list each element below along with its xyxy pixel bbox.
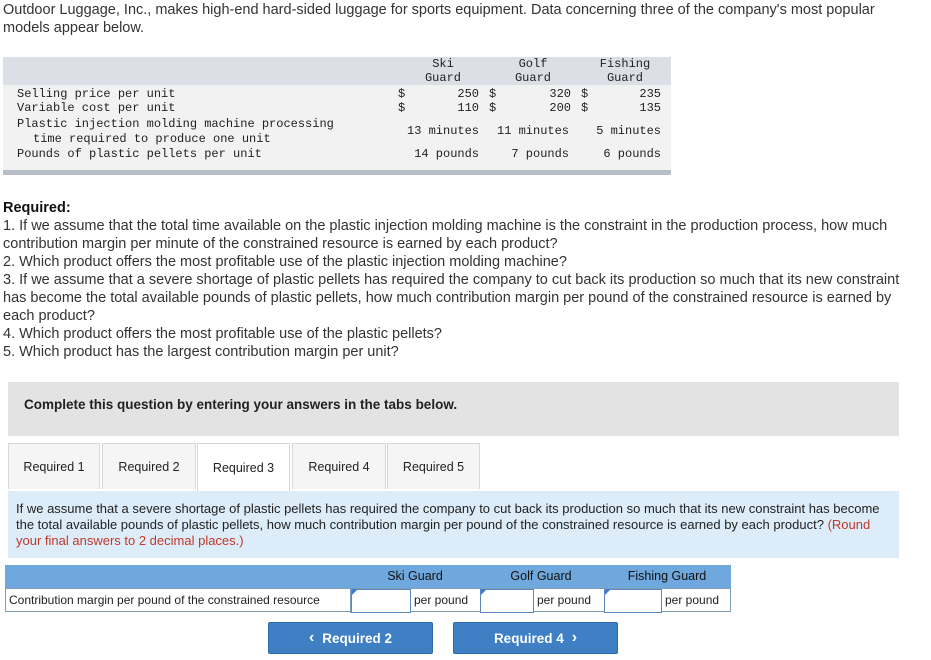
question-box [8,491,899,558]
row-label-variable-cost: Variable cost per unit [17,101,176,115]
chevron-right-icon: › [571,629,578,646]
value-cell: 11 minutes [497,124,570,138]
intro-text: Outdoor Luggage, Inc., makes high-end hard-sided luggage for sports equipment. Data concerning three of the company's most popular models appear below. [3,2,875,36]
question-text: If we assume that a severe shortage of plastic pellets has required the company to cut back its production so much that its new constraint has become the total available pounds of plastic pellets, how much contribution margin per pound of the constrained resource is earned by each product? [16,501,880,532]
data-table-header-band [3,57,671,85]
tab-required-4[interactable]: Required 4 [292,443,386,489]
header-line: Guard [514,71,551,85]
currency-sign: $ [581,101,589,115]
tab-required-1[interactable]: Required 1 [8,443,100,489]
row-label-machine-time: Plastic injection molding machine processing [17,117,334,131]
row-label-selling-price: Selling price per unit [17,87,176,101]
currency-sign: $ [398,87,406,101]
answer-header-ski-guard: Ski Guard [387,569,443,583]
unit-label: per pound [414,593,469,607]
value-cell: 110 [457,101,479,115]
prev-button-label: Required 2 [322,630,393,646]
golf-guard-input[interactable] [480,589,534,613]
value-cell: 200 [549,101,571,115]
tab-required-2[interactable]: Required 2 [102,443,196,489]
unit-label: per pound [665,593,720,607]
value-cell: 13 minutes [407,124,480,138]
required-item: 4. Which product offers the most profitable use of the plastic pellets? [3,326,442,342]
next-button-label: Required 4 [493,630,564,646]
next-button[interactable] [453,622,618,654]
value-cell: 6 pounds [603,147,661,161]
value-cell: 135 [639,101,661,115]
data-table-footer-band [3,170,671,175]
answer-header-fishing-guard: Fishing Guard [627,569,707,583]
header-line: Fishing [599,57,651,71]
header-fishing-guard [597,57,653,85]
input-indicator-icon [605,589,611,595]
required-item: 2. Which product offers the most profitable use of the plastic injection molding machine? [3,254,567,270]
required-item: 3. If we assume that a severe shortage of plastic pellets has required the company to cut back its production so much that its new constraint has become the total available pounds of plastic pellets, how much contribution margin per pound of the constrained resource is earned by each product? [3,272,900,324]
currency-sign: $ [489,87,497,101]
tab-required-3[interactable]: Required 3 [197,443,290,491]
value-cell: 5 minutes [596,124,661,138]
currency-sign: $ [489,101,497,115]
header-ski-guard [423,57,463,85]
value-cell: 7 pounds [511,147,569,161]
value-cell: 250 [457,87,479,101]
row-label-machine-time-cont: time required to produce one unit [33,132,271,146]
required-item: 1. If we assume that the total time available on the plastic injection molding machine is the constraint in the production process, how much contribution margin per minute of the constrained resource is earned by each product? [3,218,888,252]
header-line: Guard [606,71,643,85]
row-label-pellets: Pounds of plastic pellets per unit [17,147,262,161]
header-line: Ski [432,57,454,71]
currency-sign: $ [581,87,589,101]
ski-guard-input[interactable] [351,589,411,613]
value-cell: 320 [549,87,571,101]
answer-row [5,588,731,612]
tab-required-5[interactable]: Required 5 [387,443,480,489]
fishing-guard-input[interactable] [604,589,662,613]
answer-table-header [5,565,731,588]
required-section [3,199,923,361]
prev-button[interactable] [268,622,433,654]
currency-sign: $ [398,101,406,115]
required-title: Required: [3,200,71,216]
complete-prompt: Complete this question by entering your answers in the tabs below. [24,397,458,412]
data-table [3,57,671,175]
input-indicator-icon [352,589,358,595]
required-item: 5. Which product has the largest contribution margin per unit? [3,344,399,360]
complete-prompt-box [8,382,899,436]
header-line: Golf [518,57,548,71]
input-indicator-icon [481,589,487,595]
answer-header-golf-guard: Golf Guard [510,569,572,583]
value-cell: 14 pounds [414,147,479,161]
unit-label: per pound [537,593,592,607]
header-line: Guard [424,71,461,85]
header-golf-guard [513,57,553,85]
chevron-left-icon: ‹ [308,629,315,646]
answer-row-label: Contribution margin per pound of the constrained resource [6,589,351,613]
rounding-note: (Round your final answers to 2 decimal places.) [16,517,871,548]
value-cell: 235 [639,87,661,101]
